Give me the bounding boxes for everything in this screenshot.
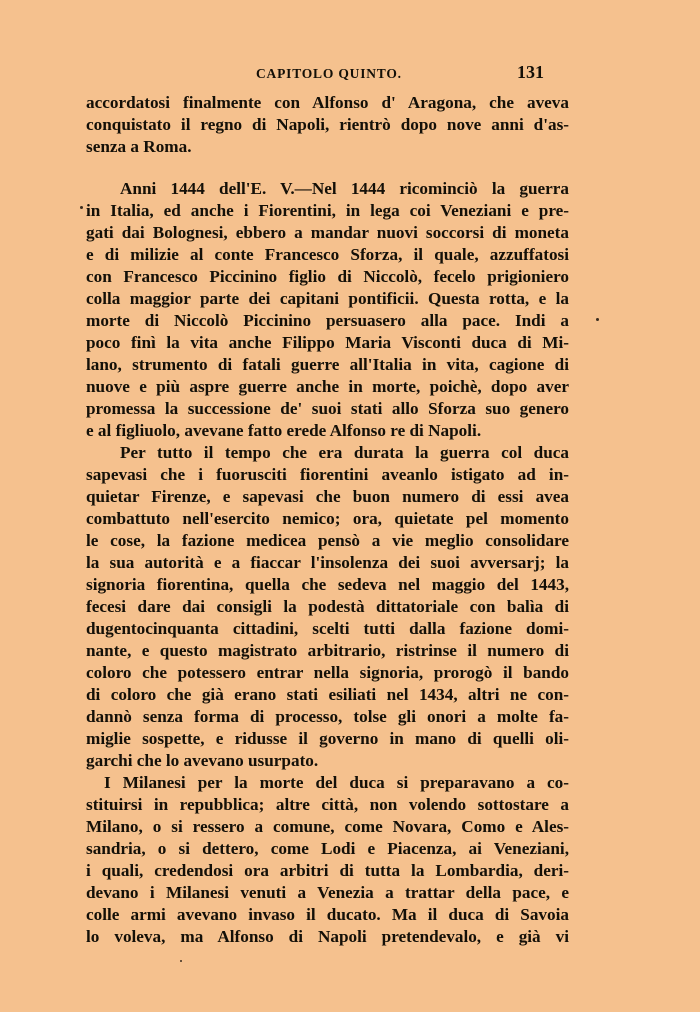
text-line: conquistato il regno di Napoli, rientrò dopo nove anni d'as- bbox=[86, 115, 569, 134]
text-line: promessa la successione de' suoi stati allo Sforza suo genero bbox=[86, 399, 569, 418]
text-line: dugentocinquanta cittadini, scelti tutti dalla fazione domi- bbox=[86, 619, 569, 638]
text-line: Anni 1444 dell'E. V.—Nel 1444 ricominciò la guerra bbox=[120, 179, 569, 198]
text-line: Milano, o si ressero a comune, come Novara, Como e Ales- bbox=[86, 817, 569, 836]
print-speck bbox=[596, 318, 599, 321]
text-line: colla maggior parte dei capitani pontificii. Questa rotta, e la bbox=[86, 289, 569, 308]
text-line: fecesi dare dai consigli la podestà dittatoriale con balìa di bbox=[86, 597, 569, 616]
text-line: morte di Niccolò Piccinino persuasero alla pace. Indi a bbox=[86, 311, 569, 330]
text-line: la sua autorità e a fiaccar l'insolenza dei suoi avversarj; la bbox=[86, 553, 569, 572]
text-line: in Italia, ed anche i Fiorentini, in lega coi Veneziani e pre- bbox=[86, 201, 569, 220]
text-line: e di milizie al conte Francesco Sforza, il quale, azzuffatosi bbox=[86, 245, 569, 264]
text-line: nuove e più aspre guerre anche in morte, poichè, dopo aver bbox=[86, 377, 569, 396]
text-line: accordatosi finalmente con Alfonso d' Aragona, che aveva bbox=[86, 93, 569, 112]
print-speck bbox=[180, 960, 182, 962]
text-line: garchi che lo avevano usurpato. bbox=[86, 751, 319, 770]
text-line: e al figliuolo, avevane fatto erede Alfonso re di Napoli. bbox=[86, 421, 482, 440]
text-line: quietar Firenze, e sapevasi che buon numero di essi avea bbox=[86, 487, 569, 506]
text-line: stituirsi in repubblica; altre città, non volendo sottostare a bbox=[86, 795, 569, 814]
text-line: dannò senza forma di processo, tolse gli onori a molte fa- bbox=[86, 707, 569, 726]
text-line: di coloro che già erano stati esiliati nel 1434, altri ne con- bbox=[86, 685, 569, 704]
text-line: poco finì la vita anche Filippo Maria Visconti duca di Mi- bbox=[86, 333, 569, 352]
text-line: le cose, la fazione medicea pensò a vie meglio consolidare bbox=[86, 531, 569, 550]
text-line: i quali, credendosi ora arbitri di tutta la Lombardia, deri- bbox=[86, 861, 569, 880]
text-line: combattuto nell'esercito nemico; ora, quietate pel momento bbox=[86, 509, 569, 528]
text-line: lo voleva, ma Alfonso di Napoli pretendevalo, e già vi bbox=[86, 927, 569, 946]
text-line: colle armi avevano invaso il ducato. Ma il duca di Savoia bbox=[86, 905, 569, 924]
text-line: lano, strumento di fatali guerre all'Italia in vita, cagione di bbox=[86, 355, 569, 374]
text-line: I Milanesi per la morte del duca si preparavano a co- bbox=[104, 773, 569, 792]
text-line: Per tutto il tempo che era durata la guerra col duca bbox=[120, 443, 569, 462]
text-line: senza a Roma. bbox=[86, 137, 192, 156]
text-line: coloro che potessero entrar nella signoria, prorogò il bando bbox=[86, 663, 569, 682]
text-line: sandria, o si dettero, come Lodi e Piacenza, ai Veneziani, bbox=[86, 839, 569, 858]
text-line: con Francesco Piccinino figlio di Niccolò, fecelo prigioniero bbox=[86, 267, 569, 286]
page-number: 131 bbox=[517, 62, 544, 82]
text-line: gati dai Bolognesi, ebbero a mandar nuovi soccorsi di moneta bbox=[86, 223, 569, 242]
text-line: devano i Milanesi venuti a Venezia a trattar della pace, e bbox=[86, 883, 569, 902]
text-line: nante, e questo magistrato arbitrario, ristrinse il numero di bbox=[86, 641, 569, 660]
page-header bbox=[86, 62, 544, 86]
text-line: signoria fiorentina, quella che sedeva nel maggio del 1443, bbox=[86, 575, 569, 594]
text-line: miglie sospette, e ridusse il governo in mano di quelli oli- bbox=[86, 729, 569, 748]
running-title: CAPITOLO QUINTO. bbox=[256, 66, 402, 81]
print-speck bbox=[80, 206, 83, 209]
text-line: sapevasi che i fuorusciti fiorentini aveanlo istigato ad in- bbox=[86, 465, 569, 484]
